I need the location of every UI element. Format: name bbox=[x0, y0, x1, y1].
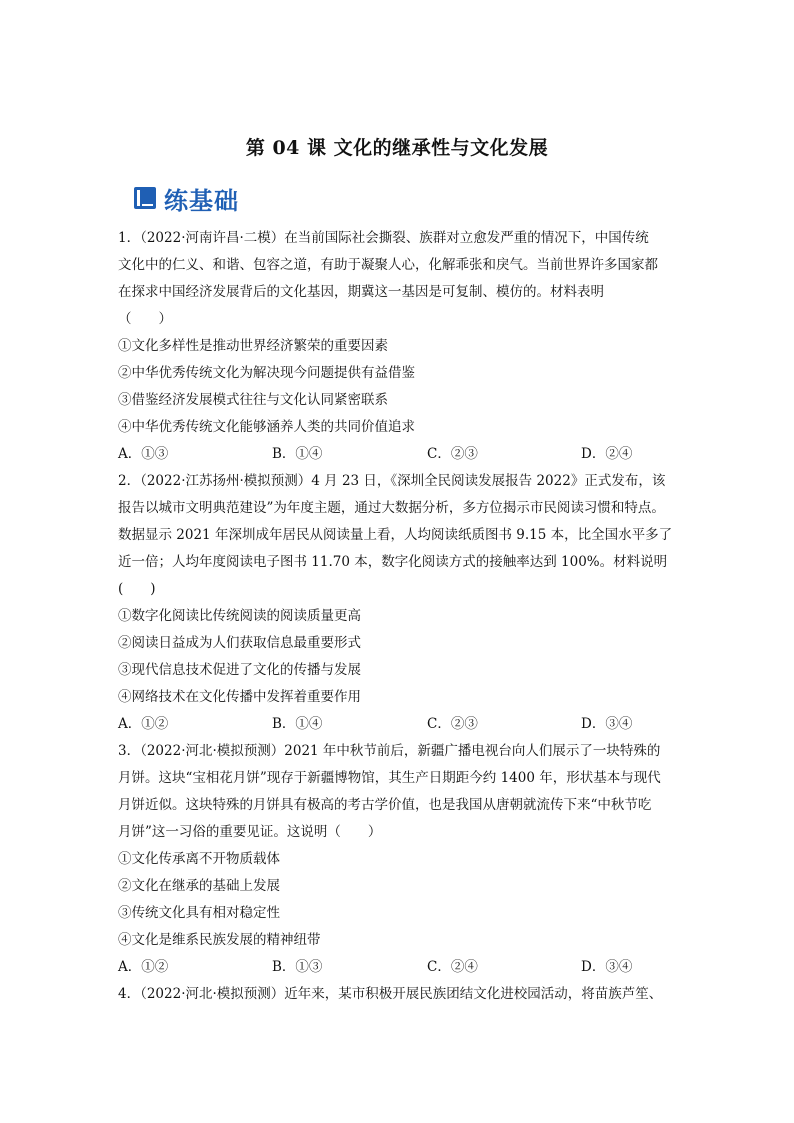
option-b: B．①③ bbox=[272, 959, 323, 975]
question-text-line: 月饼近似。这块特殊的月饼具有极高的考古学价值，也是我国从唐朝就流传下来“中秋节吃 bbox=[118, 797, 652, 813]
question-text-line: 1．（2022·河南许昌·二模）在当前国际社会撕裂、族群对立愈发严重的情况下，中国传统 bbox=[118, 230, 649, 246]
statement: ③借鉴经济发展模式往往与文化认同紧密联系 bbox=[118, 392, 388, 408]
option-c: C．②③ bbox=[427, 716, 478, 732]
statement: ①文化多样性是推动世界经济繁荣的重要因素 bbox=[118, 338, 388, 354]
section-header bbox=[132, 181, 239, 215]
question-text-line: 报告以城市文明典范建设”为年度主题，通过大数据分析，多方位揭示市民阅读习惯和特点。 bbox=[118, 500, 665, 516]
question-text-line: 4．（2022·河北·模拟预测）近年来，某市积极开展民族团结文化进校园活动，将苗族芦笙、 bbox=[118, 986, 663, 1002]
statement: ①数字化阅读比传统阅读的阅读质量更高 bbox=[118, 608, 361, 624]
question-text-line: 在探求中国经济发展背后的文化基因，期冀这一基因是可复制、模仿的。材料表明 bbox=[118, 284, 604, 300]
question-text-line: 3．（2022·河北·模拟预测）2021 年中秋节前后，新疆广播电视台向人们展示了一块特殊的 bbox=[118, 743, 661, 759]
answer-blank: （ ） bbox=[118, 311, 172, 327]
statement: ④文化是维系民族发展的精神纽带 bbox=[118, 932, 321, 948]
option-d: D．②④ bbox=[581, 446, 633, 462]
statement: ④网络技术在文化传播中发挥着重要作用 bbox=[118, 689, 361, 705]
options-row bbox=[118, 441, 688, 468]
options-row bbox=[118, 711, 688, 738]
statement: ④中华优秀传统文化能够涵养人类的共同价值追求 bbox=[118, 419, 415, 435]
question-list bbox=[118, 225, 688, 1008]
question-text-line: 近一倍；人均年度阅读电子图书 11.70 本，数字化阅读方式的接触率达到 100%。材料说明 bbox=[118, 554, 668, 570]
question-4 bbox=[118, 981, 688, 1008]
option-c: C．②④ bbox=[427, 959, 478, 975]
options-row bbox=[118, 954, 688, 981]
statement: ①文化传承离不开物质载体 bbox=[118, 851, 280, 867]
option-d: D．③④ bbox=[581, 716, 633, 732]
book-icon bbox=[132, 185, 158, 211]
page-title: 第 04 课 文化的继承性与文化发展 bbox=[245, 137, 549, 159]
statement: ②中华优秀传统文化为解决现今问题提供有益借鉴 bbox=[118, 365, 415, 381]
statement: ③传统文化具有相对稳定性 bbox=[118, 905, 280, 921]
option-a: A．①② bbox=[118, 716, 169, 732]
question-3 bbox=[118, 738, 688, 981]
statement: ③现代信息技术促进了文化的传播与发展 bbox=[118, 662, 361, 678]
statement: ②文化在继承的基础上发展 bbox=[118, 878, 280, 894]
question-1 bbox=[118, 225, 688, 468]
option-d: D．③④ bbox=[581, 959, 633, 975]
option-b: B．①④ bbox=[272, 716, 323, 732]
answer-blank: ( ) bbox=[118, 581, 156, 597]
question-text-line: 月饼”这一习俗的重要见证。这说明（ ） bbox=[118, 824, 382, 840]
statement: ②阅读日益成为人们获取信息最重要形式 bbox=[118, 635, 361, 651]
question-text-line: 2．（2022·江苏扬州·模拟预测）4 月 23 日，《深圳全民阅读发展报告 2022》正式发布，该 bbox=[118, 473, 666, 489]
section-label: 练基础 bbox=[164, 186, 239, 215]
option-c: C．②③ bbox=[427, 446, 478, 462]
question-2 bbox=[118, 468, 688, 738]
question-text-line: 月饼。这块“宝相花月饼”现存于新疆博物馆，其生产日期距今约 1400 年，形状基本与现代 bbox=[118, 770, 661, 786]
option-a: A．①② bbox=[118, 959, 169, 975]
option-b: B．①④ bbox=[272, 446, 323, 462]
option-a: A．①③ bbox=[118, 446, 169, 462]
question-text-line: 文化中的仁义、和谐、包容之道，有助于凝聚人心，化解乖张和戾气。当前世界许多国家都 bbox=[118, 257, 658, 273]
question-text-line: 数据显示 2021 年深圳成年居民从阅读量上看，人均阅读纸质图书 9.15 本，比全国水平多了 bbox=[118, 527, 673, 543]
